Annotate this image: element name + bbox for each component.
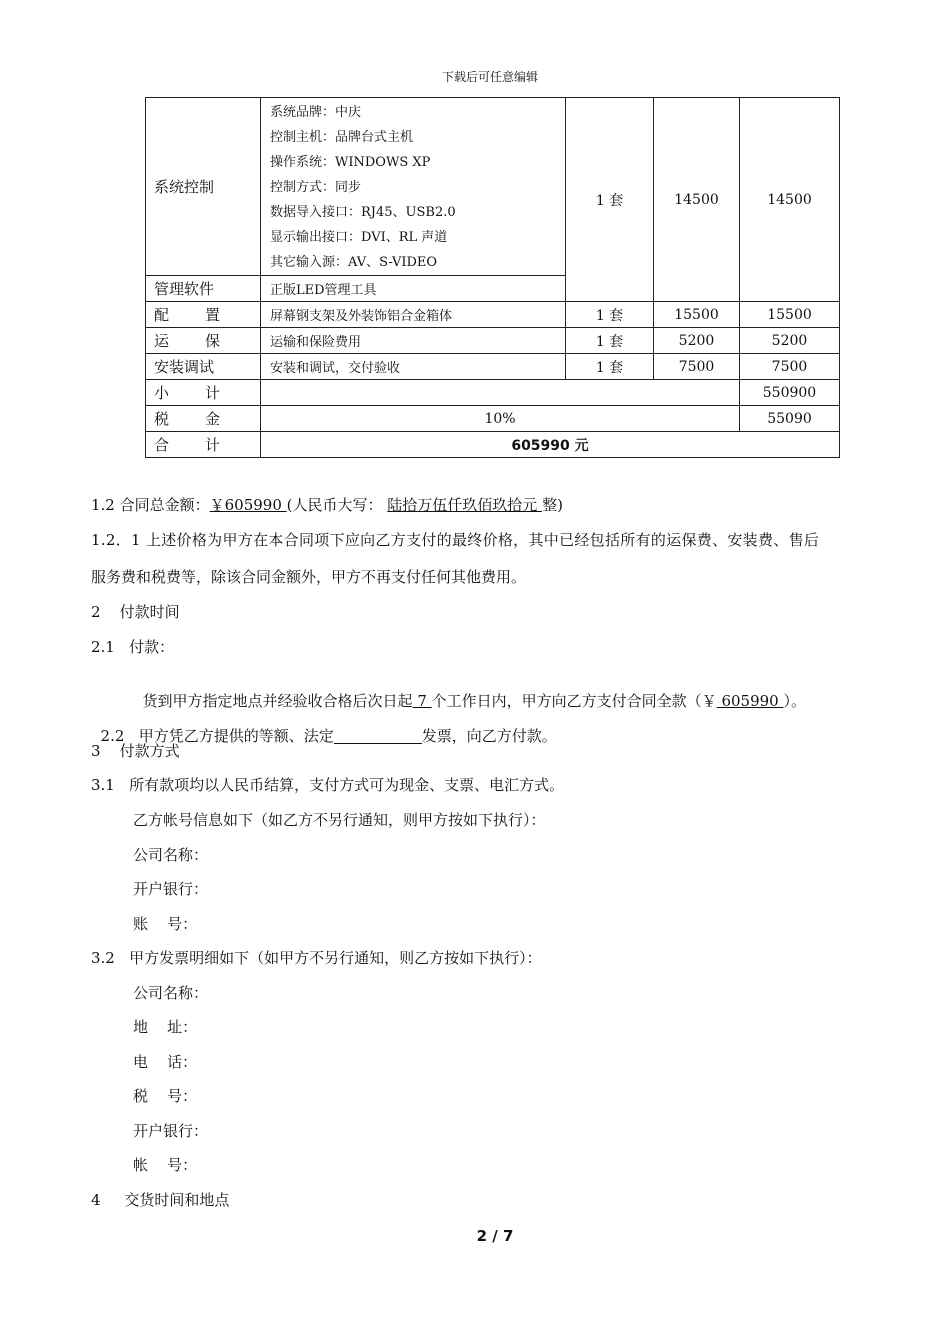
item-unit-price: 7500 bbox=[654, 354, 740, 380]
item-name bbox=[146, 302, 261, 328]
item-name: 系统控制 bbox=[146, 98, 261, 276]
page-number: 2 / 7 bbox=[476, 1227, 514, 1245]
spec-line: 控制方式：同步 bbox=[270, 180, 362, 195]
item-amount: 7500 bbox=[740, 354, 840, 380]
clause-2-1: 2.1 付款： bbox=[91, 638, 175, 656]
item-spec-list bbox=[261, 98, 566, 276]
subtotal-empty bbox=[261, 380, 740, 406]
item-name-char: 置 bbox=[205, 306, 221, 324]
label-char: 金 bbox=[205, 410, 221, 428]
item-unit-price: 14500 bbox=[654, 98, 740, 302]
clause-1-2-1-line2: 服务费和税费等，除该合同金额外，甲方不再支付任何其他费用。 bbox=[91, 568, 527, 586]
tax-rate: 10% bbox=[261, 406, 740, 432]
table-row-tax bbox=[146, 406, 840, 432]
item-amount: 14500 bbox=[740, 98, 840, 302]
clause-text: 2.2 甲方凭乙方提供的等额、法定 bbox=[100, 727, 334, 745]
field-account: 帐 号： bbox=[133, 1156, 198, 1174]
item-spec: 运输和保险费用 bbox=[261, 328, 566, 354]
item-qty: 1 套 bbox=[566, 328, 654, 354]
clause-2-1-detail bbox=[133, 671, 943, 711]
label-char: 小 bbox=[154, 384, 170, 402]
item-amount: 15500 bbox=[740, 302, 840, 328]
clause-3-1-note: 乙方帐号信息如下（如乙方不另行通知，则甲方按如下执行）： bbox=[133, 811, 546, 829]
field-bank: 开户银行： bbox=[133, 1122, 209, 1140]
payment-days: 7 bbox=[412, 692, 432, 710]
contract-amount: ￥605990 bbox=[209, 496, 287, 514]
quotation-table bbox=[145, 97, 840, 458]
spec-line: 显示输出接口：DVI、RL 声道 bbox=[270, 230, 448, 245]
item-qty: 1 套 bbox=[566, 302, 654, 328]
label-char: 合 bbox=[154, 436, 170, 454]
item-unit-price: 15500 bbox=[654, 302, 740, 328]
payment-amount: 605990 bbox=[716, 692, 784, 710]
clause-1-2-1-line1: 1.2．1 上述价格为甲方在本合同项下应向乙方支付的最终价格，其中已经包括所有的运保费、安装费、售后 bbox=[91, 531, 820, 549]
table-row bbox=[146, 354, 840, 380]
spec-line: 系统品牌：中庆 bbox=[270, 105, 362, 120]
section-3-heading: 3 付款方式 bbox=[91, 742, 180, 760]
subtotal-label bbox=[146, 380, 261, 406]
table-row bbox=[146, 328, 840, 354]
amount-in-words: 陆拾万伍仟玖佰玖拾元 bbox=[387, 496, 543, 514]
section-2-heading: 2 付款时间 bbox=[91, 603, 180, 621]
table-row-subtotal bbox=[146, 380, 840, 406]
item-name-char: 运 bbox=[154, 332, 170, 350]
clause-text: 发票，向乙方付款。 bbox=[421, 727, 557, 745]
spec-line: 数据导入接口：RJ45、USB2.0 bbox=[270, 205, 456, 220]
total-amount: 605990 元 bbox=[261, 432, 840, 458]
label-char: 税 bbox=[154, 410, 170, 428]
item-name-char: 配 bbox=[154, 306, 170, 324]
spec-line: 其它输入源：AV、S-VIDEO bbox=[270, 255, 438, 270]
spec-line: 操作系统：WINDOWS XP bbox=[270, 155, 431, 170]
field-bank: 开户银行： bbox=[133, 880, 209, 898]
table-row-total bbox=[146, 432, 840, 458]
item-spec: 正版LED管理工具 bbox=[261, 276, 566, 302]
clause-text: 货到甲方指定地点并经验收合格后次日起 bbox=[142, 692, 413, 710]
item-qty: 1 套 bbox=[566, 98, 654, 302]
item-unit-price: 5200 bbox=[654, 328, 740, 354]
item-qty: 1 套 bbox=[566, 354, 654, 380]
field-company-name: 公司名称： bbox=[133, 984, 209, 1002]
item-amount: 5200 bbox=[740, 328, 840, 354]
clause-text: 整) bbox=[542, 496, 563, 514]
clause-text: 1.2 合同总金额： bbox=[91, 496, 210, 514]
table-row-system-control bbox=[146, 98, 840, 276]
clause-text: (人民币大写： bbox=[286, 496, 388, 514]
field-account: 账 号： bbox=[133, 915, 198, 933]
item-spec: 屏幕钢支架及外装饰铝合金箱体 bbox=[261, 302, 566, 328]
tax-label bbox=[146, 406, 261, 432]
clause-text: ）。 bbox=[783, 692, 806, 710]
item-spec: 安装和调试，交付验收 bbox=[261, 354, 566, 380]
label-char: 计 bbox=[205, 436, 221, 454]
header-note: 下载后可任意编辑 bbox=[441, 70, 538, 84]
field-address: 地 址： bbox=[133, 1018, 198, 1036]
clause-1-2 bbox=[91, 495, 901, 515]
clause-3-2: 3.2 甲方发票明细如下（如甲方不另行通知，则乙方按如下执行）： bbox=[91, 949, 542, 967]
item-name-char: 保 bbox=[205, 332, 221, 350]
item-name: 管理软件 bbox=[146, 276, 261, 302]
subtotal-amount: 550900 bbox=[740, 380, 840, 406]
spec-line: 控制主机：品牌台式主机 bbox=[270, 130, 414, 145]
item-name bbox=[146, 328, 261, 354]
total-label bbox=[146, 432, 261, 458]
field-tax-number: 税 号： bbox=[133, 1087, 198, 1105]
item-name bbox=[146, 354, 261, 380]
clause-text: 个工作日内，甲方向乙方支付合同全款（￥ bbox=[431, 692, 717, 710]
section-4-heading: 4 交货时间和地点 bbox=[91, 1191, 230, 1209]
clause-2-2 bbox=[91, 706, 901, 746]
field-phone: 电 话： bbox=[133, 1053, 198, 1071]
field-company-name: 公司名称： bbox=[133, 846, 209, 864]
tax-amount: 55090 bbox=[740, 406, 840, 432]
table-row bbox=[146, 302, 840, 328]
label-char: 计 bbox=[205, 384, 221, 402]
clause-3-1: 3.1 所有款项均以人民币结算，支付方式可为现金、支票、电汇方式。 bbox=[91, 776, 565, 794]
item-name-char: 安装调试 bbox=[154, 358, 215, 376]
